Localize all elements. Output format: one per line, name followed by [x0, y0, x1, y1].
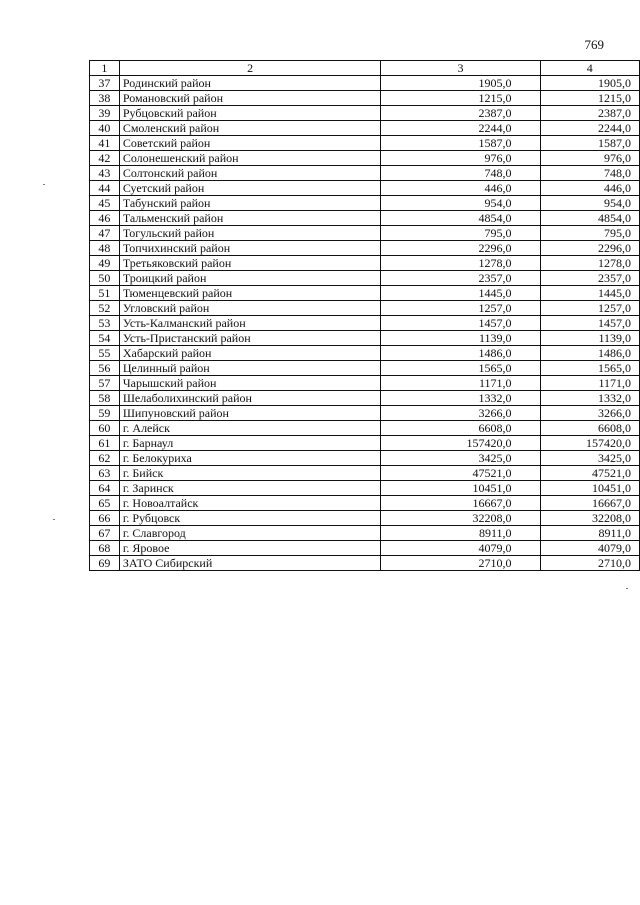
district-name: Шипуновский район	[119, 406, 381, 421]
value-col4: 10451,0	[540, 481, 639, 496]
value-col4: 6608,0	[540, 421, 639, 436]
row-number: 38	[90, 91, 120, 106]
district-name: Солтонский район	[119, 166, 381, 181]
table-row	[90, 196, 640, 211]
table-row	[90, 76, 640, 91]
district-name: г. Алейск	[119, 421, 381, 436]
budget-table	[89, 60, 640, 571]
district-name: Солонешенский район	[119, 151, 381, 166]
row-number: 61	[90, 436, 120, 451]
value-col3: 3266,0	[381, 406, 540, 421]
value-col4: 1332,0	[540, 391, 639, 406]
row-number: 64	[90, 481, 120, 496]
row-number: 56	[90, 361, 120, 376]
row-number: 39	[90, 106, 120, 121]
value-col4: 1565,0	[540, 361, 639, 376]
value-col4: 748,0	[540, 166, 639, 181]
row-number: 52	[90, 301, 120, 316]
district-name: Тогульский район	[119, 226, 381, 241]
district-name: Целинный район	[119, 361, 381, 376]
value-col4: 4079,0	[540, 541, 639, 556]
value-col3: 157420,0	[381, 436, 540, 451]
row-number: 41	[90, 136, 120, 151]
value-col3: 976,0	[381, 151, 540, 166]
value-col3: 748,0	[381, 166, 540, 181]
value-col3: 2710,0	[381, 556, 540, 571]
table-row	[90, 391, 640, 406]
value-col3: 1905,0	[381, 76, 540, 91]
value-col3: 1139,0	[381, 331, 540, 346]
value-col3: 1445,0	[381, 286, 540, 301]
table-row	[90, 286, 640, 301]
column-header: 4	[540, 61, 639, 76]
value-col4: 954,0	[540, 196, 639, 211]
table-row	[90, 331, 640, 346]
table-row	[90, 241, 640, 256]
value-col4: 1257,0	[540, 301, 639, 316]
value-col4: 32208,0	[540, 511, 639, 526]
row-number: 53	[90, 316, 120, 331]
value-col4: 1457,0	[540, 316, 639, 331]
value-col3: 795,0	[381, 226, 540, 241]
table-row	[90, 121, 640, 136]
district-name: Чарышский район	[119, 376, 381, 391]
value-col4: 2387,0	[540, 106, 639, 121]
table-row	[90, 211, 640, 226]
table-row	[90, 436, 640, 451]
district-name: г. Новоалтайск	[119, 496, 381, 511]
row-number: 63	[90, 466, 120, 481]
value-col3: 47521,0	[381, 466, 540, 481]
table-row	[90, 481, 640, 496]
value-col4: 1486,0	[540, 346, 639, 361]
value-col4: 1905,0	[540, 76, 639, 91]
value-col3: 954,0	[381, 196, 540, 211]
value-col4: 3425,0	[540, 451, 639, 466]
scan-speck	[43, 184, 45, 185]
district-name: Шелаболихинский район	[119, 391, 381, 406]
district-name: Усть-Калманский район	[119, 316, 381, 331]
row-number: 68	[90, 541, 120, 556]
column-header: 3	[381, 61, 540, 76]
row-number: 57	[90, 376, 120, 391]
district-name: Романовский район	[119, 91, 381, 106]
value-col4: 2244,0	[540, 121, 639, 136]
row-number: 43	[90, 166, 120, 181]
row-number: 50	[90, 271, 120, 286]
table-row	[90, 496, 640, 511]
table-row	[90, 466, 640, 481]
column-header: 2	[119, 61, 381, 76]
value-col4: 1139,0	[540, 331, 639, 346]
value-col3: 2244,0	[381, 121, 540, 136]
value-col3: 1332,0	[381, 391, 540, 406]
value-col3: 1278,0	[381, 256, 540, 271]
value-col3: 1565,0	[381, 361, 540, 376]
table-row	[90, 106, 640, 121]
district-name: г. Рубцовск	[119, 511, 381, 526]
district-name: Угловский район	[119, 301, 381, 316]
district-name: Тюменцевский район	[119, 286, 381, 301]
value-col3: 4854,0	[381, 211, 540, 226]
scan-speck	[53, 519, 55, 520]
value-col3: 32208,0	[381, 511, 540, 526]
row-number: 54	[90, 331, 120, 346]
value-col4: 1587,0	[540, 136, 639, 151]
district-name: Советский район	[119, 136, 381, 151]
value-col3: 2296,0	[381, 241, 540, 256]
value-col3: 1215,0	[381, 91, 540, 106]
row-number: 59	[90, 406, 120, 421]
value-col3: 16667,0	[381, 496, 540, 511]
row-number: 45	[90, 196, 120, 211]
value-col3: 3425,0	[381, 451, 540, 466]
row-number: 65	[90, 496, 120, 511]
district-name: Смоленский район	[119, 121, 381, 136]
district-name: Табунский район	[119, 196, 381, 211]
row-number: 44	[90, 181, 120, 196]
row-number: 62	[90, 451, 120, 466]
value-col4: 1215,0	[540, 91, 639, 106]
district-name: г. Славгород	[119, 526, 381, 541]
value-col4: 1171,0	[540, 376, 639, 391]
district-name: Третьяковский район	[119, 256, 381, 271]
row-number: 46	[90, 211, 120, 226]
table-row	[90, 136, 640, 151]
value-col4: 2357,0	[540, 271, 639, 286]
table-row	[90, 376, 640, 391]
table-row	[90, 316, 640, 331]
value-col3: 446,0	[381, 181, 540, 196]
table-row	[90, 346, 640, 361]
district-name: Родинский район	[119, 76, 381, 91]
value-col4: 157420,0	[540, 436, 639, 451]
district-name: г. Барнаул	[119, 436, 381, 451]
value-col4: 795,0	[540, 226, 639, 241]
row-number: 55	[90, 346, 120, 361]
table-row	[90, 226, 640, 241]
value-col3: 2387,0	[381, 106, 540, 121]
row-number: 66	[90, 511, 120, 526]
page-number: 769	[584, 37, 604, 52]
value-col3: 2357,0	[381, 271, 540, 286]
value-col4: 1445,0	[540, 286, 639, 301]
table-row	[90, 301, 640, 316]
table-body	[90, 76, 640, 571]
district-name: Хабарский район	[119, 346, 381, 361]
row-number: 47	[90, 226, 120, 241]
district-name: Топчихинский район	[119, 241, 381, 256]
value-col4: 8911,0	[540, 526, 639, 541]
table-row	[90, 256, 640, 271]
table-row	[90, 166, 640, 181]
value-col4: 446,0	[540, 181, 639, 196]
district-name: г. Заринск	[119, 481, 381, 496]
value-col4: 2710,0	[540, 556, 639, 571]
row-number: 42	[90, 151, 120, 166]
value-col3: 10451,0	[381, 481, 540, 496]
district-name: ЗАТО Сибирский	[119, 556, 381, 571]
value-col4: 1278,0	[540, 256, 639, 271]
row-number: 40	[90, 121, 120, 136]
scan-speck	[626, 588, 628, 589]
district-name: г. Яровое	[119, 541, 381, 556]
row-number: 58	[90, 391, 120, 406]
table-row	[90, 556, 640, 571]
table-row	[90, 91, 640, 106]
value-col3: 4079,0	[381, 541, 540, 556]
value-col3: 8911,0	[381, 526, 540, 541]
value-col3: 1171,0	[381, 376, 540, 391]
value-col3: 6608,0	[381, 421, 540, 436]
district-name: г. Бийск	[119, 466, 381, 481]
row-number: 49	[90, 256, 120, 271]
table-row	[90, 271, 640, 286]
value-col4: 2296,0	[540, 241, 639, 256]
column-header: 1	[90, 61, 120, 76]
table-header-row	[90, 61, 640, 76]
district-name: Рубцовский район	[119, 106, 381, 121]
row-number: 48	[90, 241, 120, 256]
table-row	[90, 151, 640, 166]
table-row	[90, 451, 640, 466]
district-name: Троицкий район	[119, 271, 381, 286]
value-col4: 16667,0	[540, 496, 639, 511]
table-row	[90, 406, 640, 421]
table-row	[90, 421, 640, 436]
district-name: Усть-Пристанский район	[119, 331, 381, 346]
value-col3: 1257,0	[381, 301, 540, 316]
value-col4: 976,0	[540, 151, 639, 166]
district-name: г. Белокуриха	[119, 451, 381, 466]
value-col4: 3266,0	[540, 406, 639, 421]
row-number: 69	[90, 556, 120, 571]
table-row	[90, 526, 640, 541]
value-col3: 1457,0	[381, 316, 540, 331]
row-number: 37	[90, 76, 120, 91]
table-row	[90, 361, 640, 376]
row-number: 51	[90, 286, 120, 301]
table-row	[90, 181, 640, 196]
row-number: 60	[90, 421, 120, 436]
value-col4: 47521,0	[540, 466, 639, 481]
table-row	[90, 541, 640, 556]
value-col4: 4854,0	[540, 211, 639, 226]
value-col3: 1486,0	[381, 346, 540, 361]
row-number: 67	[90, 526, 120, 541]
district-name: Тальменский район	[119, 211, 381, 226]
table-row	[90, 511, 640, 526]
value-col3: 1587,0	[381, 136, 540, 151]
district-name: Суетский район	[119, 181, 381, 196]
